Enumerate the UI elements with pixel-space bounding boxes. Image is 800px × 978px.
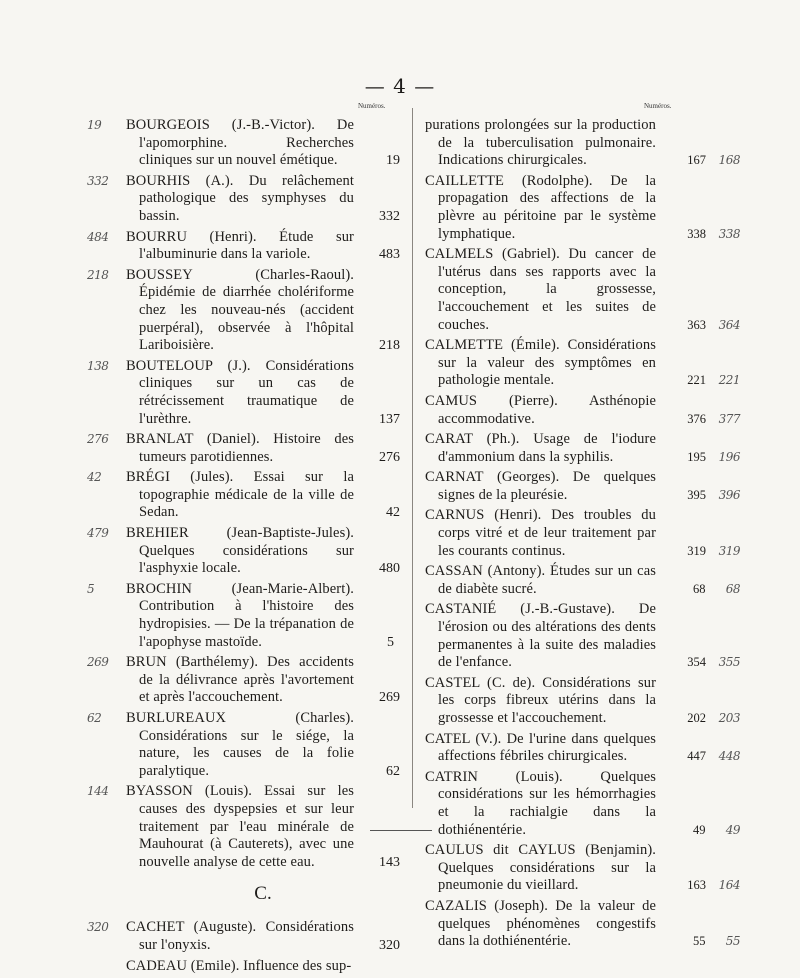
entry-text: CARNUS (Henri). Des troubles du corps vitré et de leur traitement par les courants continus. [425, 507, 656, 559]
index-entry: 49 CATRIN (Louis). Quelques considérations sur les hémorrhagies et la rachialgie dans la dothiénentérie. 49 [425, 768, 740, 838]
entry-text: BURLUREAUX (Charles). Considérations sur le siége, la nature, les causes de la folie paralytique. [126, 710, 354, 779]
index-entry [425, 842, 740, 895]
entry-number: 221 [687, 373, 706, 388]
entry-number: 376 [687, 411, 706, 426]
entry-number: 195 [687, 449, 706, 464]
entry-text: BRÉGI (Jules). Essai sur la topographie médicale de la ville de Sedan. [126, 469, 354, 521]
entry-number: 320 [379, 937, 400, 953]
entry-text: BYASSON (Louis). Essai sur les causes des dyspepsies et sur leur traitement par l'eau minérale de Mauhourat (à Cauterets), avec une nouvelle analyse de cette eau. [126, 783, 354, 870]
entry-text: CASTEL (C. de). Considérations sur les corps fibreux utérins dans la grossesse et l'accouchement. [425, 674, 656, 726]
entry-text: CARNAT (Georges). De quelques signes de la pleurésie. [425, 469, 656, 503]
handwritten-number: 269 [87, 655, 109, 670]
handwritten-number: 164 [718, 878, 740, 893]
index-entry [425, 601, 740, 671]
column-header-right: Numéros. [644, 102, 672, 110]
entry-text: CALMETTE (Émile). Considérations sur la valeur des symptômes en pathologie mentale. [425, 337, 656, 389]
entry-number: 269 [379, 690, 400, 706]
handwritten-number: 42 [87, 470, 102, 485]
handwritten-number: 19 [87, 118, 102, 132]
column-divider [412, 108, 413, 808]
handwritten-number: 62 [87, 711, 102, 725]
handwritten-number: 218 [87, 267, 109, 282]
handwritten-number: 319 [718, 543, 740, 558]
handwritten-number: 364 [718, 317, 740, 332]
handwritten-number: 484 [87, 229, 109, 244]
entry-text: purations prolongées sur la production de la tuberculisation pulmonaire. Indications chirurgicales. [425, 117, 656, 169]
index-entry [87, 117, 400, 170]
index-entry: 68 CASSAN (Antony). Études sur un cas de diabète sucré. 68 [425, 563, 740, 597]
index-entry [87, 431, 400, 466]
index-entry: 55 CAZALIS (Joseph). De la valeur de quelques phénomènes congestifs dans la dothiénentérie. 55 [425, 897, 740, 950]
entry-number: 143 [379, 854, 400, 870]
handwritten-number: 49 [725, 822, 740, 837]
entry-text: CAZALIS (Joseph). De la valeur de quelques phénomènes congestifs dans la dothiénentérie. [425, 897, 656, 950]
index-entry [87, 266, 400, 355]
entry-number: 354 [687, 655, 706, 670]
index-entry [425, 469, 740, 504]
entry-number: 483 [379, 247, 400, 263]
index-entry: 5 BROCHIN (Jean-Marie-Albert). Contribution à l'histoire des hydropisies. — De la trépanation de l'apophyse mastoïde. 5 [87, 580, 394, 650]
index-entry [425, 172, 740, 243]
entry-text: BRUN (Barthélemy). Des accidents de la délivrance après l'avortement et après l'accouchement. [126, 654, 354, 706]
entry-text: CALMELS (Gabriel). Du cancer de l'utérus dans ses rapports avec la conception, la grossesse, l'accouchement et les suites de couches. [425, 246, 656, 333]
entry-number: 363 [687, 317, 706, 332]
handwritten-number: 377 [718, 411, 740, 426]
entry-text: BOURRU (Henri). Étude sur l'albuminurie dans la variole. [126, 228, 354, 263]
entry-number: 332 [379, 208, 400, 224]
entry-number: 218 [379, 338, 400, 354]
entry-text: CATEL (V.). De l'urine dans quelques affections fébriles chirurgicales. [425, 730, 656, 765]
handwritten-number: 221 [718, 373, 740, 388]
section-letter: C. [254, 883, 272, 905]
entry-number: 42 [386, 505, 400, 521]
index-entry [87, 228, 400, 264]
entry-text: CACHET (Auguste). Considérations sur l'onyxis. [126, 919, 354, 953]
handwritten-number: 55 [725, 934, 740, 949]
entry-text: BRANLAT (Daniel). Histoire des tumeurs parotidiennes. [126, 431, 354, 465]
entry-number: 447 [687, 749, 706, 764]
entry-number: 276 [379, 449, 400, 465]
page-number: — 4 — [364, 74, 436, 98]
left-entries-c [87, 919, 400, 975]
entry-text: BREHIER (Jean-Baptiste-Jules). Quelques considérations sur l'asphyxie locale. [126, 525, 354, 577]
entry-number: 62 [386, 763, 400, 779]
entry-text: BOURHIS (A.). Du relâchement pathologique des symphyses du bassin. [126, 172, 354, 224]
entry-number: 137 [379, 411, 400, 427]
bottom-rule [370, 830, 432, 831]
index-entry [425, 507, 740, 560]
entry-text: CATRIN (Louis). Quelques considérations sur les hémorrhagies et la rachialgie dans la dothiénentérie. [425, 768, 656, 838]
entry-text: BOURGEOIS (J.-B.-Victor). De l'apomorphine. Recherches cliniques sur un nouvel émétique. [126, 117, 354, 169]
entry-number: 167 [687, 153, 706, 168]
handwritten-number: 276 [87, 432, 109, 447]
column-header-left: Numéros. [358, 102, 386, 110]
index-entry [425, 730, 740, 766]
handwritten-number: 396 [718, 487, 740, 502]
left-column [87, 117, 400, 978]
handwritten-number: 203 [718, 711, 740, 725]
left-entries [87, 117, 400, 871]
index-entry [425, 117, 740, 170]
index-entry [425, 246, 740, 334]
handwritten-number: 68 [725, 581, 740, 596]
entry-number: 202 [687, 711, 706, 725]
entry-text: CASTANIÉ (J.-B.-Gustave). De l'érosion ou des altérations des dents permanentes à la suite des maladies de l'enfance. [425, 601, 656, 671]
entry-number: 19 [386, 153, 400, 169]
index-entry [425, 392, 740, 428]
entry-text: CAILLETTE (Rodolphe). De la propagation des affections de la plèvre au péritoine par le système lymphatique. [425, 172, 656, 242]
entry-text: BOUTELOUP (J.). Considérations cliniques sur un cas de rétrécissement traumatique de l'urèthre. [126, 357, 354, 427]
handwritten-number: 144 [87, 784, 109, 799]
entry-number: 163 [687, 878, 706, 893]
handwritten-number: 355 [718, 655, 740, 670]
right-entries [425, 117, 740, 951]
entry-number: 395 [687, 487, 706, 502]
handwritten-number: 168 [718, 153, 740, 168]
entry-text: CARAT (Ph.). Usage de l'iodure d'ammonium dans la syphilis. [425, 431, 656, 465]
handwritten-number: 332 [87, 173, 109, 188]
index-entry [87, 919, 400, 954]
handwritten-number: 479 [87, 526, 109, 541]
index-entry [87, 654, 400, 707]
index-entry [126, 958, 400, 976]
handwritten-number: 338 [718, 226, 740, 241]
entry-text: BROCHIN (Jean-Marie-Albert). Contribution à l'histoire des hydropisies. — De la trépanation de l'apophyse mastoïde. [126, 580, 354, 650]
index-entry [425, 431, 740, 466]
entry-number: 480 [379, 561, 400, 577]
entry-text: CASSAN (Antony). Études sur un cas de diabète sucré. [425, 563, 656, 597]
entry-text: CAMUS (Pierre). Asthénopie accommodative. [425, 392, 656, 427]
index-entry [87, 172, 400, 226]
index-entry [87, 783, 400, 871]
index-entry [425, 337, 740, 390]
entry-text: BOUSSEY (Charles-Raoul). Épidémie de diarrhée cholériforme chez les nouveau-nés (accident puerpéral), observée à l'hôpital Lariboisière. [126, 266, 354, 354]
index-entry [425, 674, 740, 728]
entry-text: CAULUS dit CAYLUS (Benjamin). Quelques considérations sur la pneumonie du vieillard. [425, 842, 656, 894]
index-entry [87, 525, 400, 578]
index-entry [87, 469, 400, 522]
handwritten-number: 448 [718, 749, 740, 764]
handwritten-number: 138 [87, 358, 109, 373]
index-entry [87, 357, 400, 428]
entry-number: 338 [687, 226, 706, 241]
handwritten-number: 196 [718, 449, 740, 464]
entry-text: CADEAU (Emile). Influence des sup- [126, 957, 352, 974]
right-column [425, 117, 740, 954]
entry-number: 319 [687, 543, 706, 558]
handwritten-number: 320 [87, 920, 109, 935]
index-entry [87, 710, 400, 780]
